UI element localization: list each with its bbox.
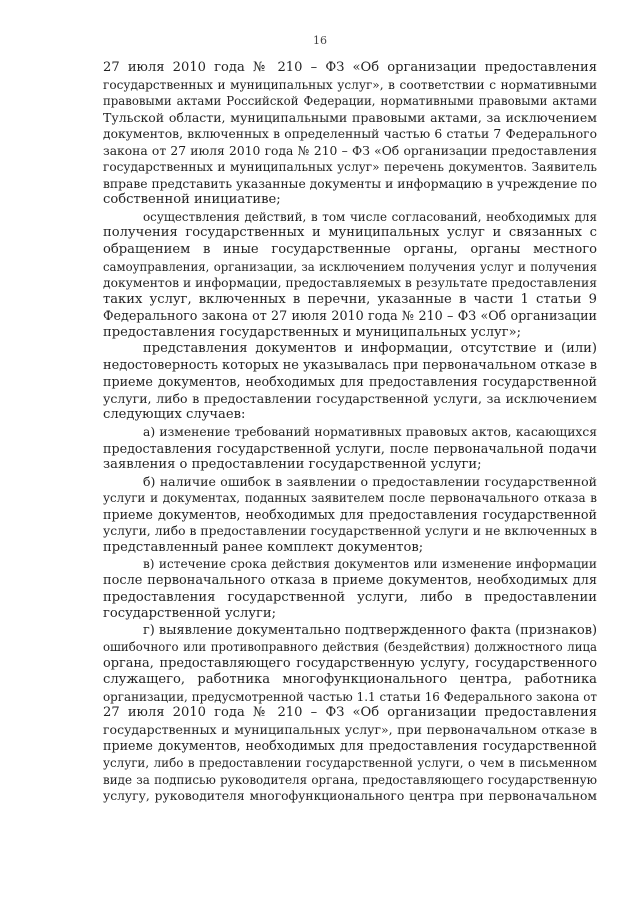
text-line: организации, предусмотренной частью 1.1 статьи 16 Федерального закона от: [103, 689, 597, 704]
text-line: после первоначального отказа в приеме документов, необходимых для: [103, 572, 597, 588]
text-line: б) наличие ошибок в заявлении о предоставлении государственной: [143, 473, 597, 489]
text-line: собственной инициативе;: [103, 192, 281, 208]
text-line: документов и информации, предоставляемых в результате предоставления: [103, 276, 597, 291]
text-line: государственных и муниципальных услуг», в соответствии с нормативными: [103, 77, 597, 92]
text-line: услугу, руководителя многофункционального центра при первоначальном: [103, 789, 597, 804]
text-line: служащего, работника многофункционального центра, работника: [103, 672, 597, 688]
text-line: приеме документов, необходимых для предоставления государственной: [103, 506, 597, 522]
text-line: таких услуг, включенных в перечни, указанные в части 1 статьи 9: [103, 291, 597, 307]
text-line: получения государственных и муниципальных услуг и связанных с: [103, 225, 597, 241]
text-line: приеме документов, необходимых для предоставления государственной: [103, 738, 597, 754]
document-body: [103, 60, 597, 805]
text-line: документов, включенных в определенный частью 6 статьи 7 Федерального: [103, 127, 597, 142]
text-line: осуществления действий, в том числе согласований, необходимых для: [143, 209, 597, 224]
text-line: услуги, либо в предоставлении государственной услуги, о чем в письменном: [103, 755, 597, 770]
text-line: услуги, либо в предоставлении государственной услуги, за исключением: [103, 390, 597, 406]
text-line: государственных и муниципальных услуг», при первоначальном отказе в: [103, 721, 597, 737]
text-line: государственной услуги;: [103, 606, 277, 622]
text-line: органа, предоставляющего государственную услугу, государственного: [103, 655, 597, 671]
text-line: предоставления государственной услуги, после первоначальной подачи: [103, 440, 597, 456]
text-line: ошибочного или противоправного действия (бездействия) должностного лица: [103, 640, 597, 655]
text-line: услуги и документах, поданных заявителем после первоначального отказа в: [103, 491, 597, 506]
text-line: заявления о предоставлении государственной услуги;: [103, 457, 482, 473]
text-line: услуги, либо в предоставлении государственной услуги и не включенных в: [103, 524, 597, 539]
text-line: Тульской области, муниципальными правовыми актами, за исключением: [103, 109, 597, 125]
text-line: 27 июля 2010 года № 210 – ФЗ «Об организации предоставления: [103, 60, 597, 75]
text-line: представленный ранее комплект документов;: [103, 539, 424, 555]
text-line: виде за подписью руководителя органа, предоставляющего государственную: [103, 772, 597, 787]
text-line: предоставления государственных и муниципальных услуг»;: [103, 324, 522, 340]
text-line: закона от 27 июля 2010 года № 210 – ФЗ «Об организации предоставления: [103, 143, 597, 158]
text-line: недостоверность которых не указывалась при первоначальном отказе в: [103, 357, 597, 373]
text-line: обращением в иные государственные органы, органы местного: [103, 242, 597, 258]
text-line: правовыми актами Российской Федерации, нормативными правовыми актами: [103, 94, 597, 109]
text-line: самоуправления, организации, за исключением получения услуг и получения: [103, 259, 597, 274]
text-line: предоставления государственной услуги, либо в предоставлении: [103, 589, 597, 605]
text-line: а) изменение требований нормативных правовых актов, касающихся: [143, 425, 597, 440]
text-line: следующих случаев:: [103, 407, 246, 423]
text-line: г) выявление документально подтвержденного факта (признаков): [143, 622, 597, 638]
text-line: 27 июля 2010 года № 210 – ФЗ «Об организации предоставления: [103, 705, 597, 721]
text-line: вправе представить указанные документы и информацию в учреждение по: [103, 176, 597, 191]
text-line: представления документов и информации, отсутствие и (или): [143, 341, 597, 357]
text-line: в) истечение срока действия документов или изменение информации: [143, 557, 597, 572]
text-line: приеме документов, необходимых для предоставления государственной: [103, 374, 597, 390]
text-line: Федерального закона от 27 июля 2010 года № 210 – ФЗ «Об организации: [103, 308, 597, 324]
text-line: государственных и муниципальных услуг» перечень документов. Заявитель: [103, 160, 597, 175]
page-number: 16: [313, 34, 327, 47]
